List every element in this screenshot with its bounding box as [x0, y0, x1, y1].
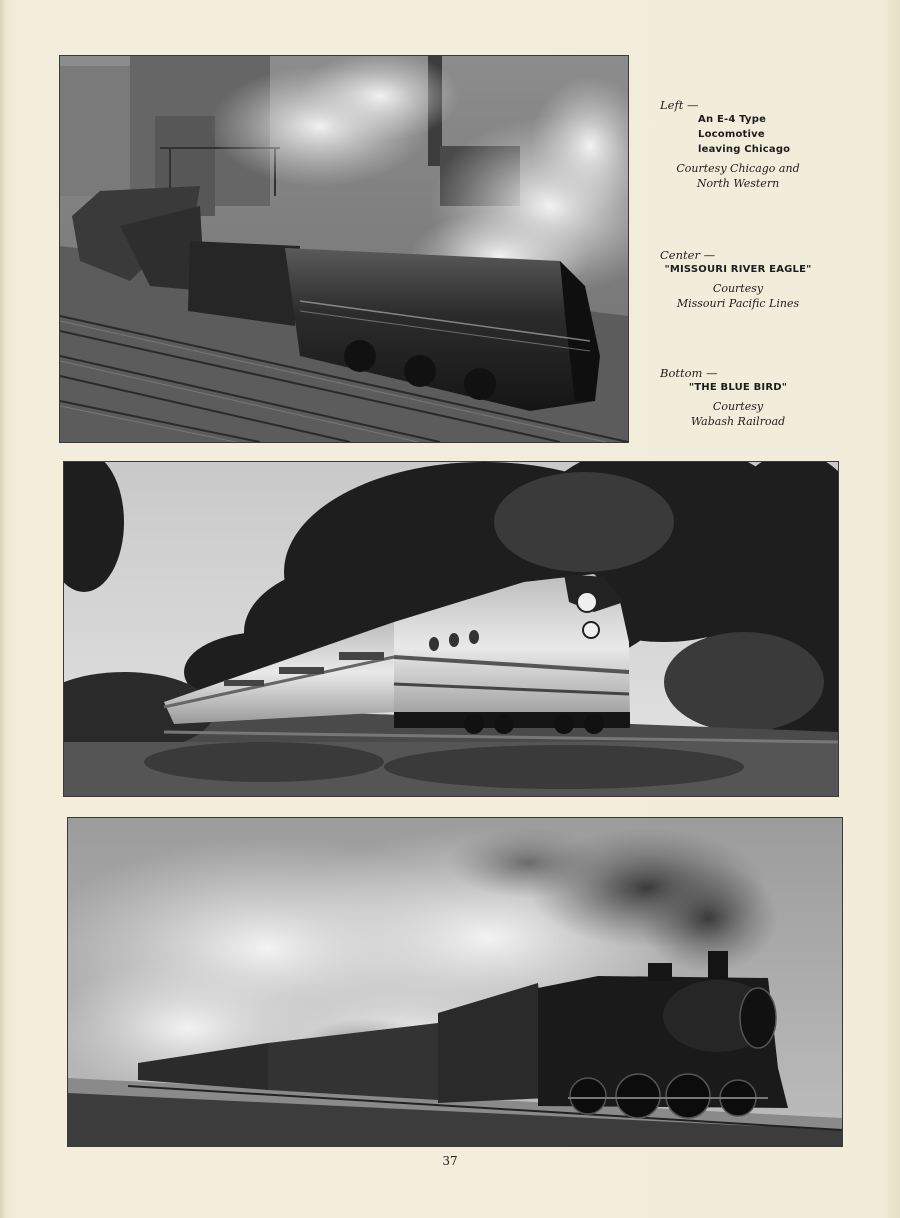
caption-left-lead: Left —: [660, 98, 699, 112]
photo-e4-locomotive: [60, 56, 628, 442]
caption-left-title-line: Locomotive: [698, 129, 765, 140]
caption-center: [648, 248, 828, 311]
caption-center-credit-line: Courtesy: [712, 282, 764, 295]
caption-left-credit-line: Courtesy Chicago and: [676, 162, 800, 175]
photo-missouri-river-eagle: [64, 462, 838, 796]
caption-bottom-credit-line: Courtesy: [712, 400, 764, 413]
caption-bottom-credit-line: Wabash Railroad: [690, 415, 786, 428]
caption-left: [648, 98, 828, 191]
page-number: 37: [442, 1154, 458, 1168]
caption-bottom: [648, 366, 828, 429]
caption-bottom-title: "THE BLUE BIRD": [688, 382, 788, 393]
caption-center-credit-line: Missouri Pacific Lines: [676, 297, 800, 310]
caption-bottom-lead: Bottom —: [660, 366, 718, 380]
caption-center-lead: Center —: [660, 248, 716, 262]
caption-left-title-line: leaving Chicago: [698, 144, 791, 155]
caption-left-credit-line: North Western: [696, 177, 780, 190]
photo-blue-bird: [68, 818, 842, 1146]
caption-left-title-line: An E-4 Type: [698, 114, 767, 125]
caption-center-title: "MISSOURI RIVER EAGLE": [664, 264, 812, 275]
